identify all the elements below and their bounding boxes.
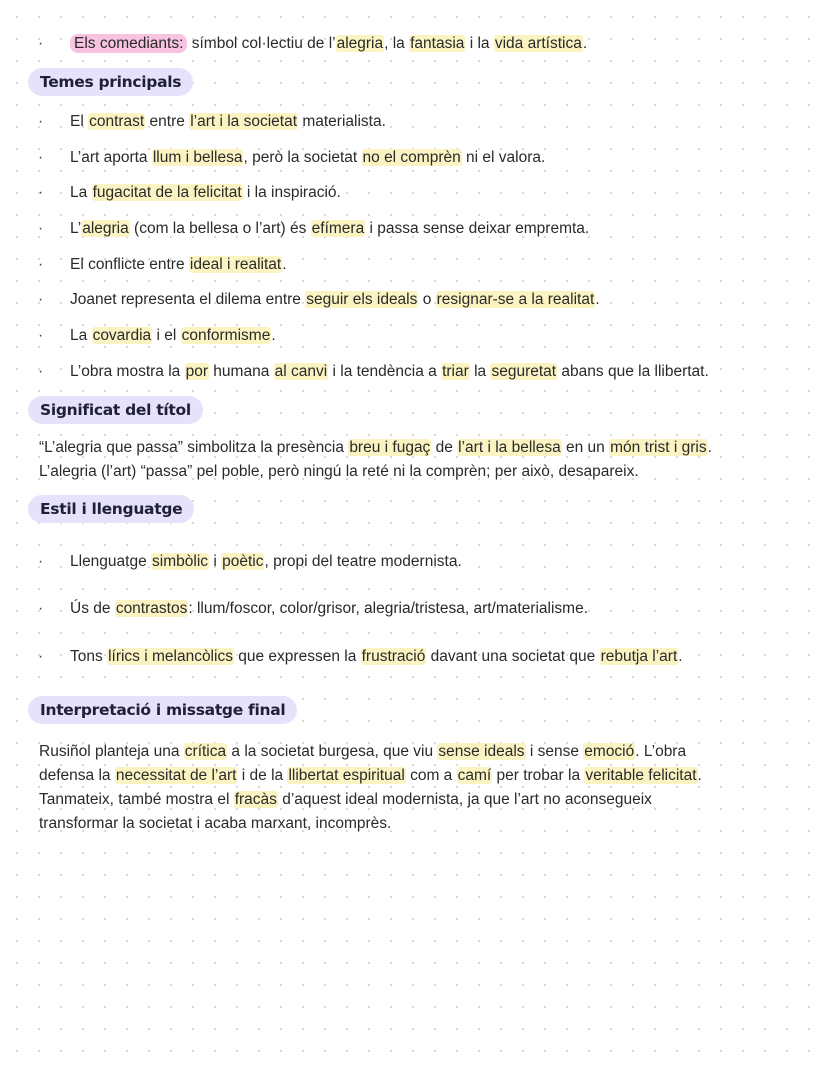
bullet-text <box>70 255 287 275</box>
paragraph-line <box>39 436 809 460</box>
highlighted-text: fantasia <box>410 35 465 52</box>
text-segment: . L’obra <box>635 743 687 760</box>
text-segment: . <box>282 256 287 273</box>
text-segment: . <box>678 648 683 665</box>
highlighted-text: rebutja l’art <box>600 648 678 665</box>
text-segment: a la societat burgesa, que viu <box>227 743 438 760</box>
text-segment: L’art aporta <box>70 149 152 166</box>
text-segment: o <box>418 291 436 308</box>
highlighted-text: fracàs <box>234 791 277 808</box>
text-segment: defensa la <box>39 767 115 784</box>
highlighted-text: al canvi <box>274 363 328 380</box>
text-segment: La <box>70 184 92 201</box>
text-segment: entre <box>145 113 190 130</box>
highlighted-text: contrast <box>89 113 145 130</box>
highlighted-text: l’art i la bellesa <box>458 439 561 456</box>
bullet-text <box>70 148 545 168</box>
text-segment: com a <box>405 767 457 784</box>
highlighted-text: poètic <box>222 553 264 570</box>
text-segment: en un <box>561 439 610 456</box>
highlighted-text: alegria <box>336 35 384 52</box>
text-segment: . <box>271 327 276 344</box>
bullet-dot: · <box>38 149 44 166</box>
text-segment: . <box>697 767 702 784</box>
paragraph-interpretacio <box>39 740 809 836</box>
bullet-text <box>70 183 341 203</box>
paragraph-significat <box>39 436 809 484</box>
highlighted-text: món trist i gris <box>610 439 707 456</box>
highlighted-text: ideal i realitat <box>189 256 282 273</box>
heading-interpretacio: Interpretació i missatge final <box>28 696 297 724</box>
bullet-dot: · <box>38 184 44 201</box>
highlighted-text: simbòlic <box>152 553 209 570</box>
bullet-dot: · <box>38 363 44 380</box>
text-segment: i la tendència a <box>328 363 442 380</box>
text-segment: d’aquest ideal modernista, ja que l’art no aconsegueix <box>277 791 652 808</box>
text-segment: El conflicte entre <box>70 256 189 273</box>
text-segment: que expressen la <box>233 648 361 665</box>
highlighted-text: camí <box>457 767 492 784</box>
bullet-dot: · <box>38 113 44 130</box>
bullet-dot: · <box>38 35 44 52</box>
heading-estil-i-llenguatge: Estil i llenguatge <box>28 495 194 523</box>
text-segment: humana <box>209 363 274 380</box>
highlighted-text: resignar-se a la realitat <box>436 291 595 308</box>
text-segment: per trobar la <box>492 767 585 784</box>
text-segment: la <box>469 363 491 380</box>
bullet-dot: · <box>38 220 44 237</box>
text-segment: i sense <box>525 743 584 760</box>
highlighted-text: seguretat <box>491 363 557 380</box>
highlighted-text: covardia <box>92 327 152 344</box>
highlighted-text: breu i fugaç <box>349 439 431 456</box>
paragraph-line <box>39 764 809 788</box>
highlighted-text: veritable felicitat <box>585 767 697 784</box>
text-segment: materialista. <box>298 113 386 130</box>
text-segment: . <box>595 291 600 308</box>
text-segment: L’alegria (l’art) “passa” pel poble, però ningú la reté ni la comprèn; per això, desapareix. <box>39 463 639 480</box>
bullet-text <box>70 219 589 239</box>
highlighted-text: efímera <box>311 220 365 237</box>
text-segment: ni el valora. <box>461 149 546 166</box>
text-segment: . <box>707 439 712 456</box>
text-segment: , propi del teatre modernista. <box>264 553 462 570</box>
text-segment: i passa sense deixar empremta. <box>365 220 590 237</box>
text-segment: Rusiñol planteja una <box>39 743 184 760</box>
highlighted-text: llibertat espiritual <box>288 767 405 784</box>
bullet-dot: · <box>38 600 44 617</box>
text-segment: “L’alegria que passa” simbolitza la presència <box>39 439 349 456</box>
bullet-dot: · <box>38 553 44 570</box>
highlighted-text: vida artística <box>494 35 582 52</box>
text-segment: Tons <box>70 648 108 665</box>
bullet-text <box>70 647 683 667</box>
highlighted-text: necessitat de l’art <box>115 767 237 784</box>
bullet-text <box>70 34 587 54</box>
text-segment: i la inspiració. <box>242 184 341 201</box>
bullet-dot: · <box>38 327 44 344</box>
highlighted-text: llum i bellesa <box>152 149 243 166</box>
highlighted-text: contrastos <box>115 600 188 617</box>
text-segment: transformar la societat i acaba marxant, incomprès. <box>39 815 392 832</box>
highlighted-text: crítica <box>184 743 227 760</box>
highlighted-text: no el comprèn <box>362 149 461 166</box>
highlighted-text: conformisme <box>181 327 271 344</box>
bullet-dot: · <box>38 291 44 308</box>
bullet-text <box>70 362 709 382</box>
highlighted-text: emoció <box>584 743 635 760</box>
highlighted-text: l’art i la societat <box>190 113 298 130</box>
paragraph-line <box>39 812 809 836</box>
paragraph-line <box>39 740 809 764</box>
text-segment: i el <box>152 327 181 344</box>
bullet-text <box>70 599 588 619</box>
text-segment: i la <box>465 35 494 52</box>
text-segment: Llenguatge <box>70 553 152 570</box>
text-segment: i <box>209 553 222 570</box>
highlighted-text: frustració <box>361 648 426 665</box>
highlighted-text: por <box>185 363 208 380</box>
text-segment: El <box>70 113 89 130</box>
text-segment: L’ <box>70 220 82 237</box>
text-segment: , la <box>384 35 410 52</box>
paragraph-line <box>39 460 809 484</box>
text-segment: . <box>582 35 588 52</box>
bullet-dot: · <box>38 648 44 665</box>
bullet-text <box>70 552 462 572</box>
heading-significat-del-titol: Significat del títol <box>28 396 203 424</box>
highlighted-text: lírics i melancòlics <box>108 648 233 665</box>
highlighted-text: seguir els ideals <box>306 291 418 308</box>
highlighted-text: alegria <box>82 220 129 237</box>
text-segment: (com la bellesa o l’art) és <box>129 220 311 237</box>
text-segment: símbol col·lectiu de l’ <box>187 35 336 52</box>
paragraph-line <box>39 788 809 812</box>
text-segment: : llum/foscor, color/grisor, alegria/tristesa, art/materialisme. <box>188 600 589 617</box>
text-segment: de <box>431 439 458 456</box>
text-segment: abans que la llibertat. <box>557 363 709 380</box>
highlighted-text: triar <box>442 363 469 380</box>
highlighted-text: fugacitat de la felicitat <box>92 184 242 201</box>
highlighted-term: Els comediants: <box>70 34 187 53</box>
text-segment: i de la <box>237 767 288 784</box>
text-segment: Tanmateix, també mostra el <box>39 791 234 808</box>
bullet-text <box>70 290 600 310</box>
text-segment: L’obra mostra la <box>70 363 185 380</box>
bullet-dot: · <box>38 256 44 273</box>
text-segment: Joanet representa el dilema entre <box>70 291 306 308</box>
text-segment: La <box>70 327 92 344</box>
bullet-text <box>70 326 276 346</box>
bullet-text <box>70 112 386 132</box>
heading-temes-principals: Temes principals <box>28 68 193 96</box>
highlighted-text: sense ideals <box>438 743 525 760</box>
text-segment: , però la societat <box>243 149 362 166</box>
text-segment: Ús de <box>70 600 115 617</box>
text-segment: davant una societat que <box>426 648 600 665</box>
